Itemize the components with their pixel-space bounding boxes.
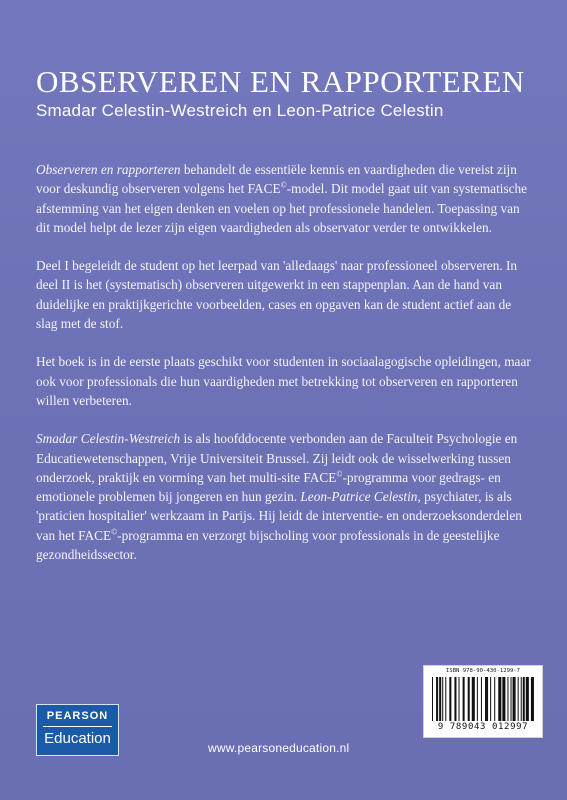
barcode-bar <box>511 677 512 721</box>
book-title: OBSERVEREN EN RAPPORTEREN <box>36 64 525 99</box>
blurb-paragraph-3: Het boek is in de eerste plaats geschikt voor studenten in sociaalagogische opleidingen, maar ook voor professionals die hun vaardigheden met betrekking tot observeren en rapporteren willen verbeteren. <box>36 354 531 408</box>
blurb-text: -model. Dit model gaat uit van systematische afstemming van het eigen denken en voelen op het professionele handelen. Toepassing van dit model helpt de lezer zijn eigen vaardigheden als observator verder te ontwikkelen. <box>36 181 528 235</box>
logo-education-text: Education <box>44 730 111 747</box>
barcode-bar <box>526 677 529 721</box>
blurb-text: behandelt de essentiële kennis en vaardigheden die vereist zijn voor deskundig observeren volgens het FACE <box>36 162 517 197</box>
barcode-bar <box>459 677 460 721</box>
barcode-bar <box>436 677 438 721</box>
blurb <box>36 160 534 583</box>
author-name-1: Smadar Celestin-Westreich <box>36 431 181 447</box>
barcode-bar <box>481 677 482 721</box>
bio-text: , psychiater, is als 'praticien hospitalier' werkzaam in Parijs. Hij leidt de interventie- en onderzoeksonderdelen van het FACE <box>36 489 522 543</box>
logo-divider <box>43 726 112 727</box>
barcode-bar <box>521 677 522 721</box>
logo-pearson-text: PEARSON <box>46 710 109 722</box>
bio-text: is als hoofddocente verbonden aan de Faculteit Psychologie en Educatiewetenschappen, Vrije Universiteit Brussel. Zij leidt ook de wisselwerking tussen onderzoek, praktijk en vorming van het multi-site FACE <box>36 431 518 485</box>
barcode-bar <box>472 677 475 721</box>
barcode-bar <box>468 677 470 721</box>
barcode-bar <box>531 677 534 721</box>
barcode-bar <box>454 677 456 721</box>
ean-digits: 9 789043 012997 <box>437 722 529 732</box>
copyright-mark: © <box>111 527 118 537</box>
barcode-bar <box>463 677 465 721</box>
barcode-bar <box>445 677 446 721</box>
isbn-barcode <box>423 665 543 738</box>
barcode-bars-icon <box>432 677 536 721</box>
isbn-label: ISBN 978-90-430-1299-7 <box>445 668 521 674</box>
barcode-bar <box>442 677 443 721</box>
barcode-bar <box>439 677 441 721</box>
author-bio <box>36 429 534 564</box>
bio-text: -programma en verzorgt bijscholing voor professionals in de geestelijke gezondheidssector. <box>36 527 500 563</box>
publisher-website: www.pearsoneducation.nl <box>208 741 350 755</box>
pearson-education-logo <box>36 704 119 756</box>
barcode-bar <box>449 677 451 721</box>
barcode-bar <box>502 677 505 721</box>
copyright-mark: © <box>336 469 343 479</box>
barcode-bar <box>507 677 508 721</box>
barcode-bar <box>432 677 433 721</box>
barcode-bar <box>494 677 495 721</box>
blurb-title-italic: Observeren en rapporteren <box>36 162 181 177</box>
barcode-bar <box>498 677 501 721</box>
blurb-paragraph-2: Deel I begeleidt de student op het leerpad van 'alledaags' naar professioneel observeren. In deel II is het (systematisch) observeren uitgewerkt in een stappenplan. Aan de hand van duidelijke en praktijkgerichte voorbeelden, cases en opgaven kan de student actief aan de slag met de stof. <box>36 258 518 332</box>
barcode-bar <box>523 677 525 721</box>
barcode-bar <box>518 677 519 721</box>
barcode-bar <box>477 677 478 721</box>
barcode-bar <box>490 677 491 721</box>
bio-text: -programma voor gedrags- en emotionele problemen bij jongeren en hun gezin. <box>36 469 501 505</box>
barcode-bar <box>513 677 516 721</box>
barcode-bar <box>485 677 488 721</box>
author-name-2: Leon-Patrice Celestin <box>300 489 418 505</box>
copyright-mark: © <box>280 180 287 190</box>
book-authors: Smadar Celestin-Westreich en Leon-Patrice Celestin <box>36 101 444 120</box>
blurb-paragraph-1 <box>36 160 534 237</box>
